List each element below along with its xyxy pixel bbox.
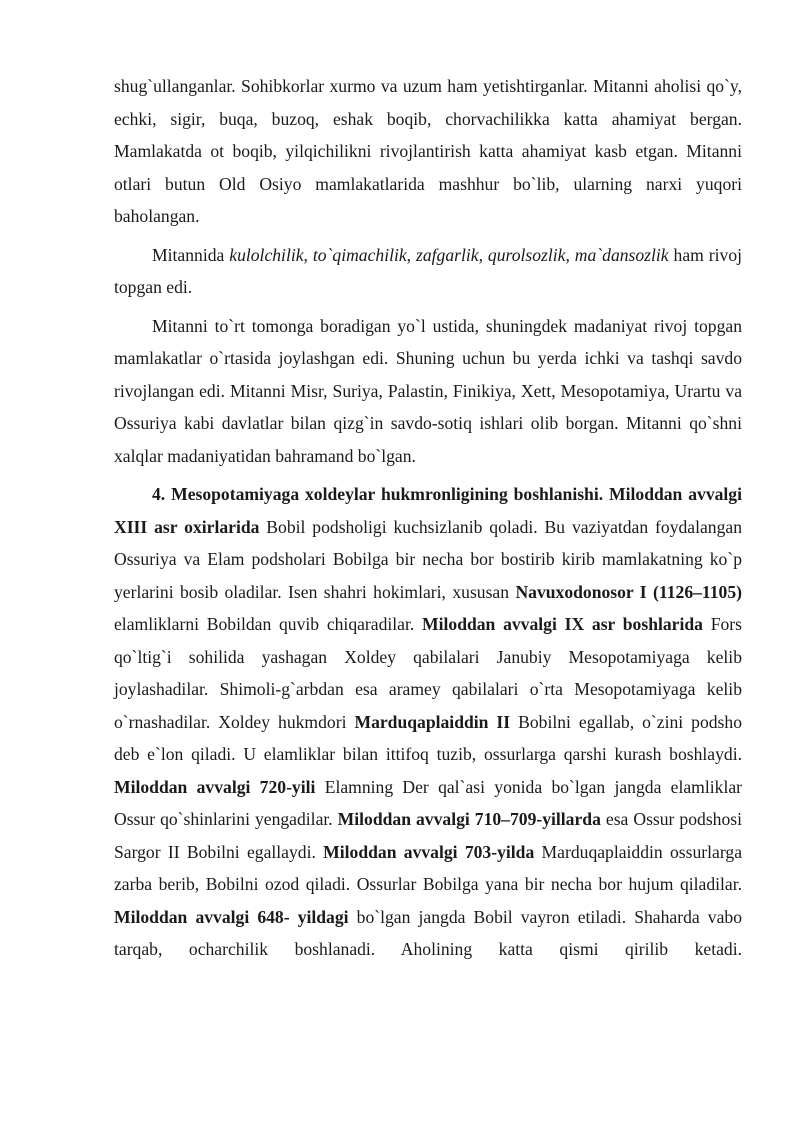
bold-text: Navuxodonosor I (1126–1105) — [515, 581, 742, 602]
italic-text: zafgarlik, qurolsozlik, ma`dansozlik — [416, 244, 669, 265]
text-run: elamliklarni Bobildan quvib chiqaradilar. — [114, 614, 423, 634]
bold-text: Miloddan avvalgi 720-yili — [114, 776, 316, 797]
text-run: bo`lgan jangda Bobil vayron etiladi. Shaharda vabo tarqab, ocharchilik boshlanadi. Aholining katta qismi qirilib ketadi. — [114, 906, 742, 959]
document-page — [114, 70, 742, 972]
bold-text: Miloddan avvalgi 703-yilda — [323, 841, 535, 862]
italic-text: kulolchilik, to`qimachilik — [229, 244, 407, 265]
text-run: Marduqaplaiddin ossurlarga zarba berib, Bobilni ozod qiladi. Ossurlar Bobilga yana bir necha bor hujum qiladilar. — [114, 841, 742, 894]
text-run: Mitanni to`rt tomonga boradigan yo`l ustida, shuningdek madaniyat rivoj topgan mamlakatlar o`rtasida joylashgan edi. Shuning uchun bu yerda ichki va tashqi savdo rivojlangan edi. Mitanni Misr, Suriya, Palastin, Finikiya, Xett, Mesopotamiya, Urartu va Ossuriya kabi davlatlar bilan qizg`in savdo-sotiq ishlari olib borgan. Mitanni qo`shni xalqlar madaniyatidan bahramand bo`lgan. — [114, 315, 742, 466]
bold-text: Miloddan avvalgi 710–709-yillarda — [337, 809, 601, 829]
text-run: Mitannida — [152, 244, 230, 265]
text-run: Fors qo`ltig`i sohilida yashagan Xoldey qabilalari Janubiy Mesopotamiyaga kelib joylashadilar. Shimoli-g`arbdan esa aramey qabilalari o`rta Mesopotamiyaga kelib o`rnashadilar. Xoldey hukmdori — [114, 614, 742, 732]
text-run: Elamning Der qal`asi yonida bo`lgan jangda elamliklar Ossur qo`shinlarini yengadilar. — [114, 776, 743, 829]
bold-text: 4. Mesopotamiyaga xoldeylar hukmronligining boshlanishi. Miloddan avvalgi XIII asr oxirlarida — [114, 484, 742, 537]
text-run: , — [406, 244, 417, 265]
text-run: ham rivoj topgan edi. — [114, 244, 743, 297]
paragraph — [114, 478, 742, 966]
paragraph — [114, 70, 742, 233]
bold-text: Miloddan avvalgi 648- yildagi — [114, 906, 349, 927]
bold-text: Marduqaplaiddin II — [354, 711, 511, 732]
text-run: Bobilni egallab, o`zini podsho deb e`lon qiladi. U elamliklar bilan ittifoq tuzib, ossurlarga qarshi kurash boshlaydi. — [114, 711, 743, 764]
paragraph — [114, 310, 742, 473]
text-run: esa Ossur podshosi Sargor II Bobilni egallaydi. — [114, 809, 742, 862]
paragraph — [114, 239, 742, 304]
text-run: shug`ullanganlar. Sohibkorlar xurmo va uzum ham yetishtirganlar. Mitanni aholisi qo`y, echki, sigir, buqa, buzoq, eshak boqib, chorvachilikka katta ahamiyat bergan. Mamlakatda ot boqib, yilqichilikni rivojlantirish katta ahamiyat kasb etgan. Mitanni otlari butun Old Osiyo mamlakatlarida mashhur bo`lib, ularning narxi yuqori baholangan. — [114, 76, 742, 226]
text-run: Bobil podsholigi kuchsizlanib qoladi. Bu vaziyatdan foydalangan Ossuriya va Elam podsholari Bobilga bir necha bor bostirib kirib mamlakatning ko`p yerlarini bosib oladilar. Isen shahri hokimlari, xususan — [114, 516, 743, 602]
bold-text: Miloddan avvalgi IX asr boshlarida — [422, 614, 703, 634]
